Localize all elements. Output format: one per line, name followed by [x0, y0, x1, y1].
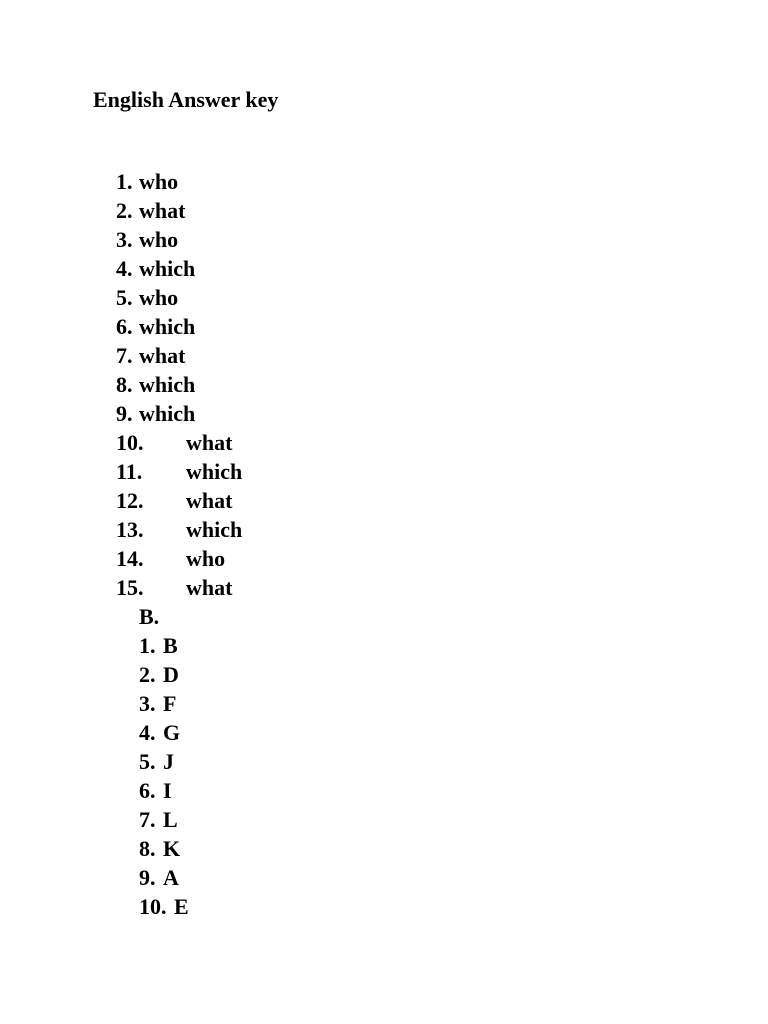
item-answer: which — [139, 314, 196, 339]
item-answer: which — [139, 256, 196, 281]
item-number: 10. — [139, 894, 167, 919]
item-number: 4. — [139, 720, 156, 745]
item-number: 2. — [139, 662, 156, 687]
item-answer: A — [163, 865, 179, 890]
item-number: 1. — [116, 169, 133, 194]
item-number: 14. — [116, 546, 144, 571]
item-number: 10. — [116, 430, 144, 455]
item-answer: E — [174, 894, 189, 919]
item-number: 2. — [116, 198, 133, 223]
item-answer: D — [163, 662, 179, 687]
item-number: 13. — [116, 517, 144, 542]
section-label: B. — [139, 604, 160, 629]
item-answer: what — [186, 488, 233, 513]
item-number: 11. — [116, 459, 143, 484]
item-number: 1. — [139, 633, 156, 658]
item-answer: J — [163, 749, 174, 774]
item-number: 5. — [139, 749, 156, 774]
item-answer: L — [163, 807, 178, 832]
document-title: English Answer key — [93, 87, 279, 112]
item-number: 9. — [116, 401, 133, 426]
item-answer: who — [139, 169, 179, 194]
item-number: 3. — [116, 227, 133, 252]
item-number: 15. — [116, 575, 144, 600]
item-number: 7. — [139, 807, 156, 832]
item-answer: K — [163, 836, 181, 861]
item-number: 7. — [116, 343, 133, 368]
item-answer: what — [139, 198, 186, 223]
item-number: 12. — [116, 488, 144, 513]
item-answer: who — [139, 227, 179, 252]
item-number: 8. — [116, 372, 133, 397]
item-answer: I — [163, 778, 172, 803]
item-answer: which — [139, 401, 196, 426]
item-answer: which — [186, 517, 243, 542]
item-number: 9. — [139, 865, 156, 890]
item-answer: who — [139, 285, 179, 310]
item-number: 5. — [116, 285, 133, 310]
item-number: 6. — [116, 314, 133, 339]
item-answer: what — [139, 343, 186, 368]
item-number: 8. — [139, 836, 156, 861]
item-answer: who — [186, 546, 226, 571]
item-answer: which — [186, 459, 243, 484]
item-answer: which — [139, 372, 196, 397]
item-number: 6. — [139, 778, 156, 803]
item-number: 3. — [139, 691, 156, 716]
item-answer: what — [186, 430, 233, 455]
item-answer: what — [186, 575, 233, 600]
item-answer: F — [163, 691, 177, 716]
item-answer: B — [163, 633, 178, 658]
item-number: 4. — [116, 256, 133, 281]
item-answer: G — [163, 720, 181, 745]
